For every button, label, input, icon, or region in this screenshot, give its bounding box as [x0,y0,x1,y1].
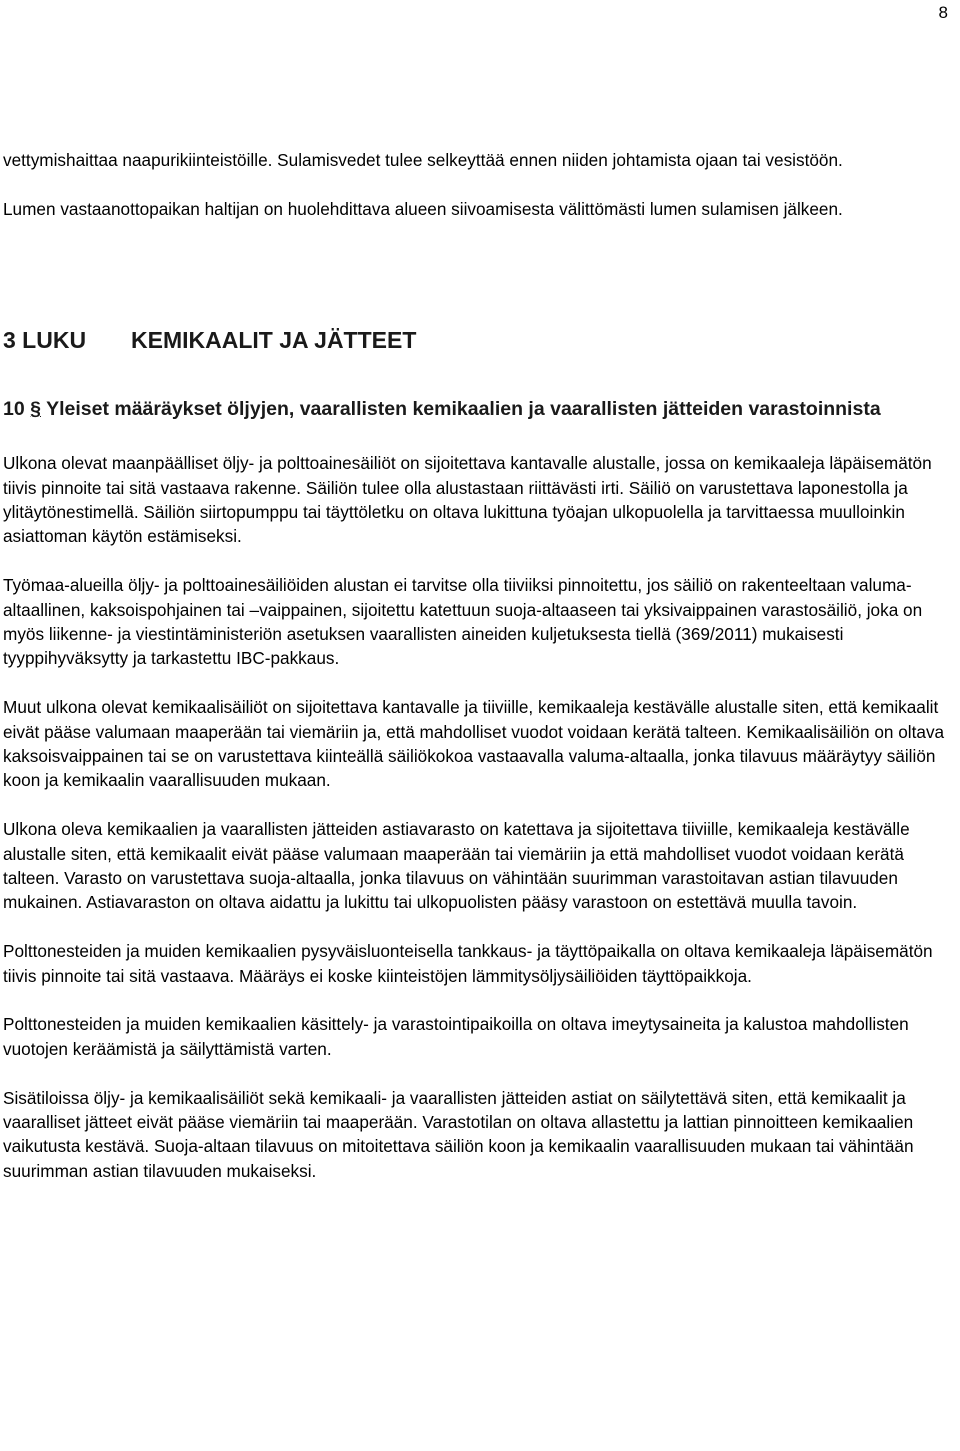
paragraph-snow-cleanup: Lumen vastaanottopaikan haltijan on huolehdittava alueen siivoamisesta välittömästi lumen sulamisen jälkeen. [3,198,843,219]
page-number: 8 [938,3,948,22]
paragraph-4: Ulkona oleva kemikaalien ja vaarallisten jätteiden astiavarasto on katettava ja sijoitettava tiiviille, kemikaaleja kestävälle alustalle siten, että kemikaalit eivät pääse valumaan maaperään tai viemäriin ja että mahdolliset vuodot voidaan kerätä talteen. Varasto on varustettava suoja-altaalla, jonka tilavuus on vähintään suurimman varastoitavan astian tilavuuden mukainen. Astiavaraston on oltava aidattu ja lukittu tai ulkopuolisten pääsy varastoon on estettävä muulla tavoin. [3,819,910,913]
section-number: 10 [3,398,25,421]
paragraph-3: Muut ulkona olevat kemikaalisäiliöt on sijoitettava kantavalle ja tiiviille, kemikaaleja kestävälle alustalle siten, että kemikaalit eivät pääse valumaan maaperään tai viemäriin ja, että mahdolliset vuodot voidaan kerätä talteen. Kemikaalisäiliön on oltava kaksoisvaippainen tai se on varustettava kiinteällä säiliökokoa vastaavalla valuma-altaalla, jonka tilavuus määräytyy säiliön koon ja kemikaalin vaarallisuuden mukaan. [3,697,945,791]
section-title: Yleiset määräykset öljyjen, vaarallisten kemikaalien ja vaarallisten jätteiden varastoinnista [46,398,881,421]
paragraph-2: Työmaa-alueilla öljy- ja polttoainesäiliöiden alustan ei tarvitse olla tiiviiksi pinnoitettu, jos säiliö on rakenteeltaan valuma-altaallinen, kaksoispohjainen tai –vaippainen, sijoitettu katettuun suoja-altaaseen tai yksivaippainen varastosäiliö, joka on myös liikenne- ja viestintäministeriön asetuksen vaarallisten aineiden kuljetuksesta tiellä (369/2011) mukaisesti tyyppihyväksytty ja tarkastettu IBC-pakkaus. [3,575,923,669]
paragraph-5: Polttonesteiden ja muiden kemikaalien pysyväisluonteisella tankkaus- ja täyttöpaikalla on oltava kemikaaleja läpäisemätön tiivis pinnoite tai sitä vastaava. Määräys ei koske kiinteistöjen lämmitysöljysäiliöiden täyttöpaikkoja. [3,941,933,986]
document-body [3,148,948,1183]
section-sign: § [30,398,41,421]
chapter-title: KEMIKAALIT JA JÄTTEET [131,327,417,354]
paragraph-1: Ulkona olevat maanpäälliset öljy- ja polttoainesäiliöt on sijoitettava kantavalle alustalle, jossa on kemikaaleja läpäisemätön tiivis pinnoite tai sitä vastaava rakenne. Säiliön tulee olla alustastaan riittävästi irti. Säiliö on varustettava laponestolla ja ylitäytönestimellä. Säiliön siirtopumppu tai täyttöletku on oltava lukittuna työajan ulkopuolella ja tarvittaessa muulloinkin asiattoman käytön estämiseksi. [3,453,932,547]
chapter-heading [3,325,948,355]
section-heading [3,395,948,423]
paragraph-7: Sisätiloissa öljy- ja kemikaalisäiliöt sekä kemikaali- ja vaarallisten jätteiden astiat on säilytettävä siten, että kemikaalit ja vaaralliset jätteet eivät pääse viemäriin tai maaperään. Varastotilan on oltava allastettu ja lattian pinnoitteen kemikaalien vaikutusta kestävä. Suoja-altaan tilavuus on mitoitettava säiliön koon ja kemikaalin vaarallisuuden mukaan tai vähintään suurimman astian tilavuuden mukaiseksi. [3,1087,914,1181]
chapter-number: 3 LUKU [3,327,87,354]
paragraph-snow-runoff: vettymishaittaa naapurikiinteistöille. Sulamisvedet tulee selkeyttää ennen niiden johtamista ojaan tai vesistöön. [3,150,843,170]
paragraph-6: Polttonesteiden ja muiden kemikaalien käsittely- ja varastointipaikoilla on oltava imeytysaineita ja kalustoa mahdollisten vuotojen keräämistä ja säilyttämistä varten. [3,1014,909,1059]
